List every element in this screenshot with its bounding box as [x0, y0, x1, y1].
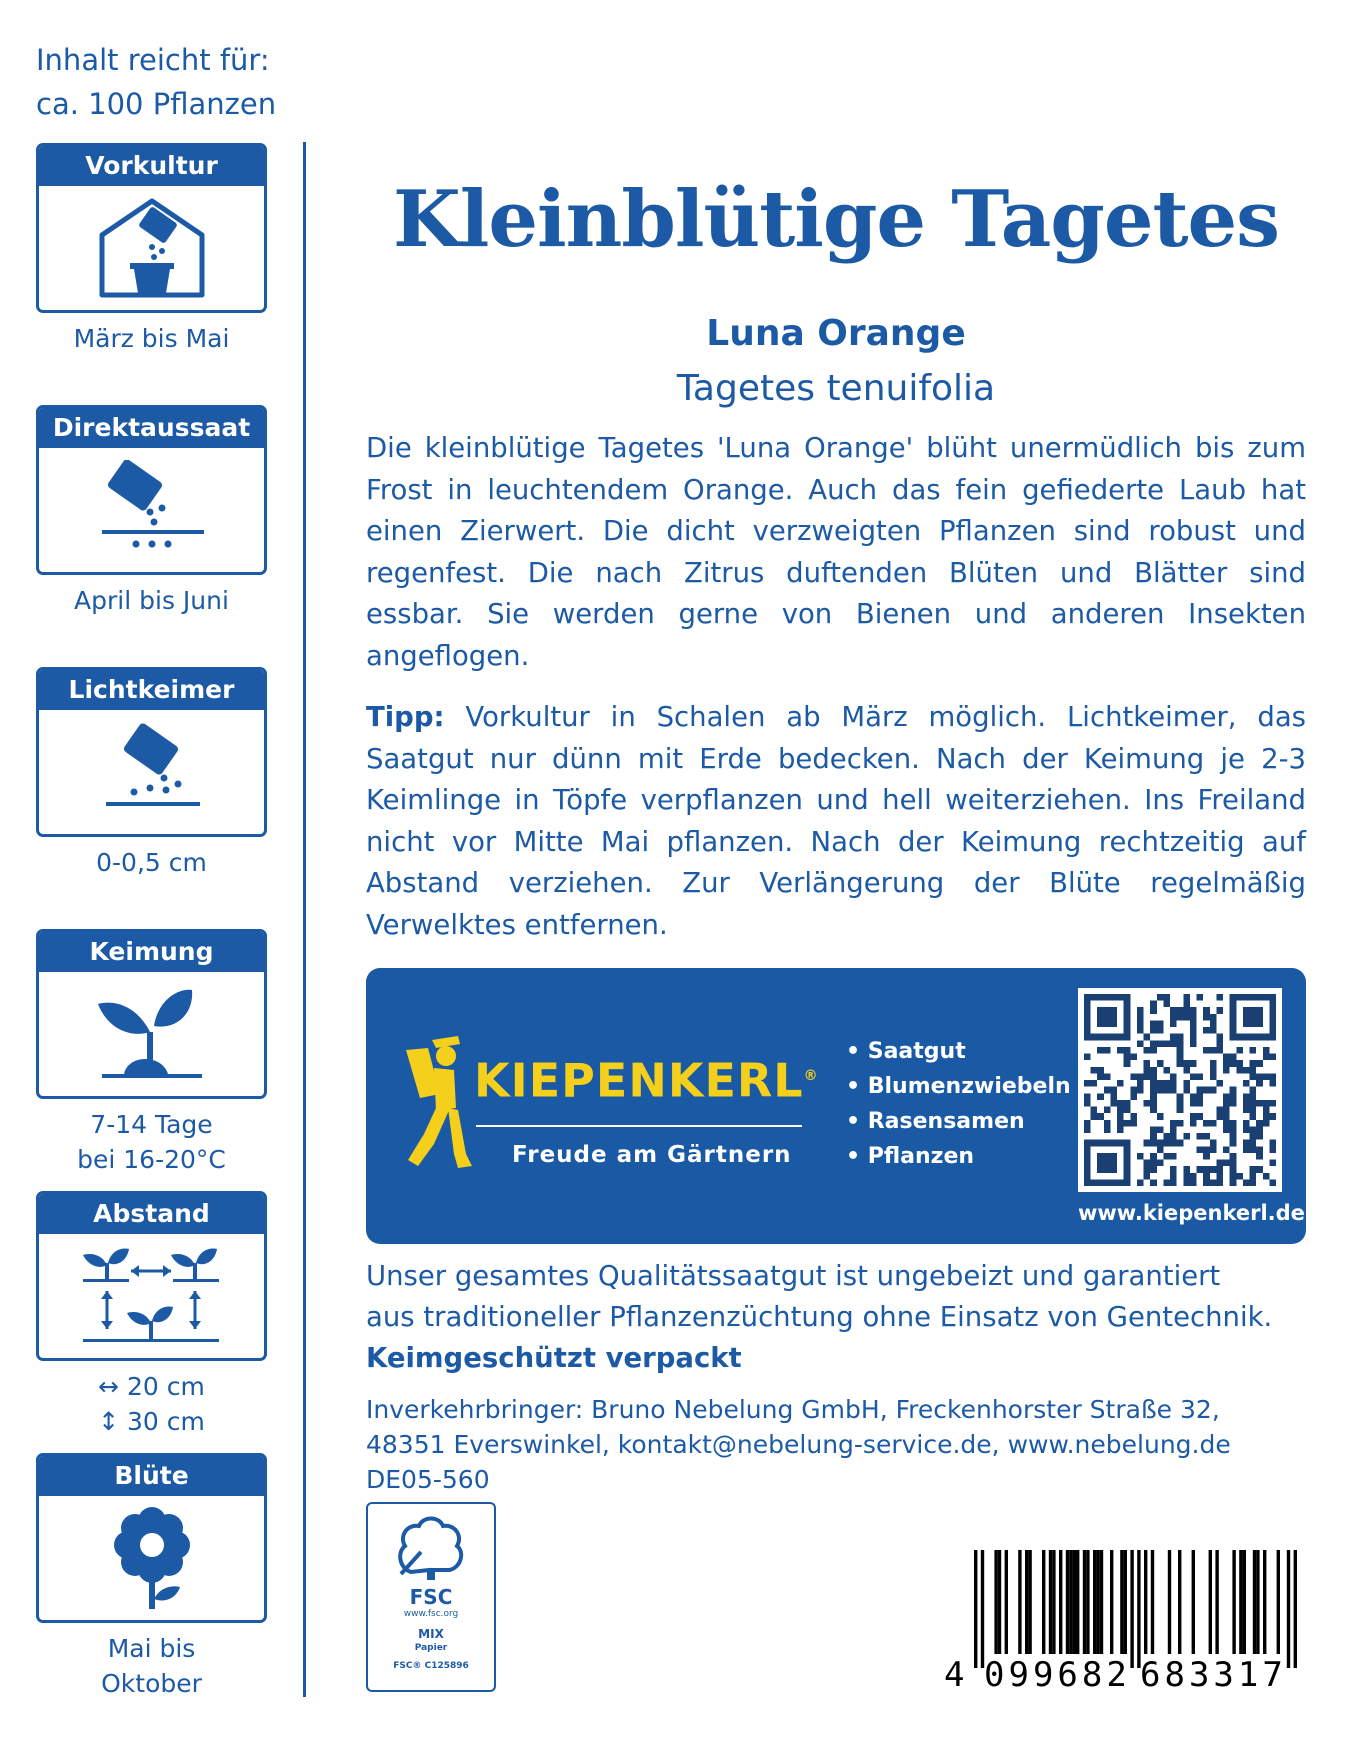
tip-label: Tipp: — [366, 701, 445, 733]
qr-code-icon — [1084, 994, 1276, 1186]
step-caption — [36, 1369, 267, 1439]
step-label: Direktaussaat — [39, 408, 264, 448]
step-caption-line1: ↔ 20 cm — [98, 1372, 205, 1401]
barcode-bar — [981, 1550, 984, 1668]
step-label: Keimung — [39, 932, 264, 972]
barcode-bar — [1083, 1550, 1086, 1654]
growing-tip — [366, 697, 1306, 946]
fsc-label — [366, 1502, 496, 1692]
step-keimung — [36, 929, 267, 1177]
step-box — [36, 667, 267, 837]
barcode-bar — [1209, 1550, 1212, 1654]
step-label: Abstand — [39, 1194, 264, 1234]
product-latin-name: Tagetes tenuifolia — [676, 368, 996, 409]
barcode-bar — [1192, 1550, 1195, 1654]
brand-product-list — [846, 1034, 1071, 1174]
fsc-title: FSC — [409, 1585, 453, 1609]
step-bluete — [36, 1453, 267, 1701]
barcode-bar — [1120, 1550, 1123, 1654]
step-box — [36, 1453, 267, 1623]
barcode-bar — [1066, 1550, 1069, 1654]
barcode-bar — [1042, 1550, 1045, 1654]
light-germinator-icon — [92, 722, 212, 822]
step-caption-line1: Mai bis — [107, 1634, 196, 1663]
coverage-info — [36, 38, 276, 126]
brand-slogan: Freude am Gärtnern — [512, 1142, 792, 1168]
barcode-bar — [1263, 1550, 1266, 1654]
step-box — [36, 143, 267, 313]
step-direktaussaat — [36, 405, 267, 618]
barcode-bar — [1093, 1550, 1096, 1654]
barcode-bar — [1239, 1550, 1242, 1654]
fsc-url: www.fsc.org — [403, 1609, 459, 1619]
barcode-bar — [1028, 1550, 1031, 1654]
fsc-code: FSC® C125896 — [393, 1661, 469, 1671]
list-item: • Rasensamen — [846, 1104, 1071, 1139]
barcode-bar — [1168, 1550, 1171, 1654]
step-label: Lichtkeimer — [39, 670, 264, 710]
barcode-bar — [994, 1550, 997, 1654]
step-box — [36, 929, 267, 1099]
barcode-bar — [1287, 1550, 1290, 1668]
step-label: Blüte — [39, 1456, 264, 1496]
product-title: Kleinblütige Tagetes — [392, 174, 1280, 265]
barcode-bar — [1100, 1550, 1103, 1654]
product-variety: Luna Orange — [706, 313, 966, 354]
step-caption: April bis Juni — [74, 586, 229, 615]
brand-banner — [366, 968, 1306, 1244]
flower-icon — [102, 1503, 202, 1613]
barcode-bar — [1277, 1550, 1280, 1654]
step-caption-line2: bei 16-20°C — [77, 1145, 226, 1174]
step-caption: 0-0,5 cm — [96, 848, 207, 877]
direct-sowing-icon — [92, 460, 212, 560]
barcode-bars — [974, 1550, 1297, 1668]
quality-line: Unser gesamtes Qualitätssaatgut ist ungebeizt und garantiert — [366, 1260, 1221, 1292]
brand-name: KIEPENKERL® — [474, 1053, 819, 1108]
barcode — [944, 1550, 1300, 1690]
step-vorkultur — [36, 143, 267, 356]
step-caption-line2: Oktober — [101, 1669, 202, 1698]
step-caption — [36, 1107, 267, 1177]
barcode-bar — [1059, 1550, 1062, 1654]
fsc-tree-icon — [391, 1512, 471, 1582]
barcode-bar — [1049, 1550, 1052, 1654]
greenhouse-sowing-icon — [92, 195, 212, 301]
barcode-bar — [1005, 1550, 1008, 1654]
barcode-bar — [1178, 1550, 1181, 1654]
qr-code[interactable] — [1078, 988, 1282, 1192]
fsc-paper: Papier — [414, 1643, 448, 1653]
step-caption-line1: 7-14 Tage — [90, 1110, 213, 1139]
quality-statement — [366, 1256, 1326, 1379]
barcode-bar — [1144, 1550, 1147, 1654]
tip-text: Vorkultur in Schalen ab März möglich. Lichtkeimer, das Saatgut nur dünn mit Erde bedecken. Nach der Keimung je 2-3 Keimlinge in Töpfe verpflanzen und hell weiterziehen. Ins Freiland nicht vor Mitte Mai pflanzen. Nach der Keimung rechtzeitig auf Abstand verziehen. Zur Verlängerung der Blüte regelmäßig Verwelktes entfernen. — [366, 701, 1306, 941]
step-box — [36, 1191, 267, 1361]
barcode-bar — [974, 1550, 977, 1668]
step-label: Vorkultur — [39, 146, 264, 186]
step-caption — [36, 1631, 267, 1701]
barcode-bar — [1243, 1550, 1246, 1654]
fsc-mix: MIX — [418, 1627, 444, 1641]
barcode-bar — [1137, 1550, 1140, 1668]
barcode-digits-left: 099682 — [984, 1655, 1131, 1690]
list-item: • Saatgut — [846, 1034, 1071, 1069]
barcode-bar — [1096, 1550, 1099, 1654]
packaging-note: Keimgeschützt verpackt — [366, 1342, 742, 1374]
barcode-bar — [1025, 1550, 1028, 1654]
barcode-bar — [998, 1550, 1001, 1654]
coverage-label: Inhalt reicht für: — [36, 43, 270, 77]
barcode-digit-first: 4 — [944, 1655, 965, 1690]
brand-divider — [476, 1125, 802, 1127]
sidebar-divider — [303, 142, 306, 1697]
barcode-bar — [1232, 1550, 1235, 1654]
barcode-bar — [1130, 1550, 1133, 1668]
spacing-icon — [77, 1241, 227, 1351]
step-box — [36, 405, 267, 575]
coverage-value: ca. 100 Pflanzen — [36, 87, 277, 121]
distributor-code: DE05-560 — [366, 1465, 490, 1494]
barcode-bar — [1069, 1550, 1072, 1654]
hiker-logo-icon — [396, 1034, 476, 1174]
barcode-bar — [1086, 1550, 1089, 1654]
brand-url[interactable]: www.kiepenkerl.de — [1078, 1201, 1305, 1225]
distributor-line: Inverkehrbringer: Bruno Nebelung GmbH, Freckenhorster Straße 32, — [366, 1395, 1220, 1424]
step-caption: März bis Mai — [73, 324, 230, 353]
seedling-icon — [92, 982, 212, 1086]
barcode-bar — [1256, 1550, 1259, 1654]
list-item: • Blumenzwiebeln — [846, 1069, 1071, 1104]
barcode-bar — [1294, 1550, 1297, 1668]
barcode-bar — [1076, 1550, 1079, 1654]
quality-line: aus traditioneller Pflanzenzüchtung ohne Einsatz von Gentechnik. — [366, 1301, 1273, 1333]
product-description: Die kleinblütige Tagetes 'Luna Orange' blüht unermüdlich bis zum Frost in leuchtendem Orange. Auch das fein gefiederte Laub hat einen Zierwert. Die dicht verzweigten Pflanzen sind robust und regenfest. Die nach Zitrus duftenden Blüten und Blätter sind essbar. Sie werden gerne von Bienen und anderen Insekten angeflogen. — [366, 432, 1306, 672]
barcode-bar — [1215, 1550, 1218, 1654]
step-lichtkeimer — [36, 667, 267, 880]
barcode-bar — [1110, 1550, 1113, 1654]
barcode-digits-right: 683317 — [1140, 1655, 1287, 1690]
list-item: • Pflanzen — [846, 1139, 1071, 1174]
barcode-bar — [1073, 1550, 1076, 1654]
barcode-bar — [1018, 1550, 1021, 1654]
barcode-bar — [1151, 1550, 1154, 1654]
barcode-bar — [1052, 1550, 1055, 1654]
barcode-bar — [1253, 1550, 1256, 1654]
step-abstand — [36, 1191, 267, 1439]
distributor-info — [366, 1392, 1326, 1497]
barcode-bar — [1124, 1550, 1127, 1654]
step-caption-line2: ↕ 30 cm — [98, 1407, 205, 1436]
distributor-line: 48351 Everswinkel, kontakt@nebelung-service.de, www.nebelung.de — [366, 1430, 1231, 1459]
